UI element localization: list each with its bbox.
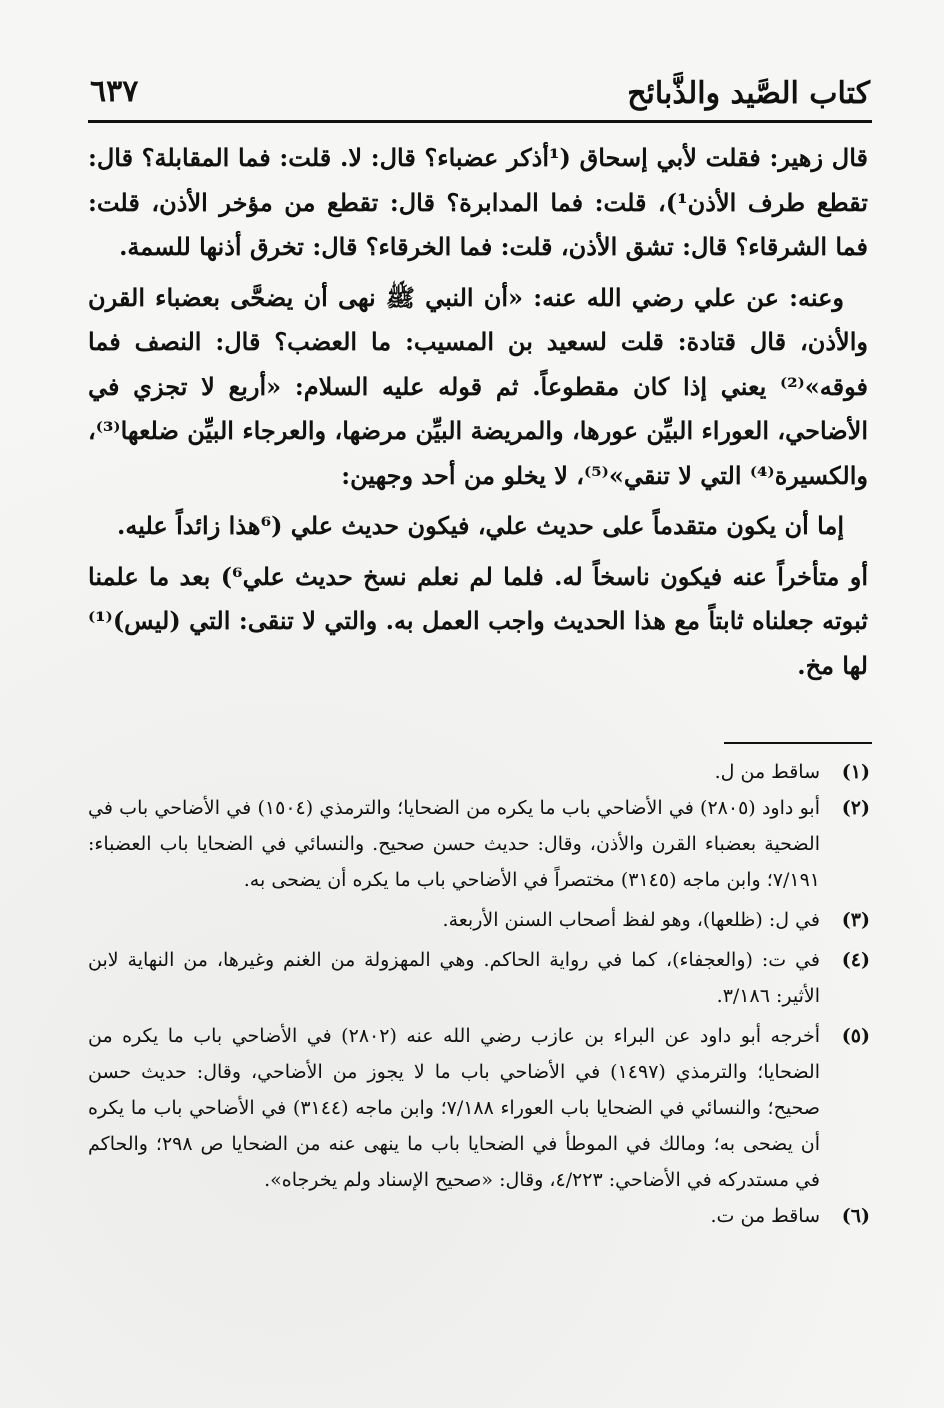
- footnote-number: (٢): [841, 797, 870, 819]
- footnote: [88, 1018, 870, 1198]
- footnote: [88, 754, 870, 790]
- footnote-text: أبو داود (٢٨٠٥) في الأضاحي باب ما يكره من الضحايا؛ والترمذي (١٥٠٤) في الأضاحي باب في الضحية بعضباء القرن والأذن، وقال: حديث حسن صحيح. والنسائي في الضحايا باب العضباء: ٧/١٩١؛ وابن ماجه (٣١٤٥) مختصراً في الأضاحي باب ما يكره أن يضحى به.: [88, 797, 820, 891]
- main-text: [88, 136, 868, 688]
- footnote-number: (١): [841, 761, 870, 783]
- footnote-number: (٦): [841, 1205, 870, 1227]
- body-paragraph: وعنه: عن علي رضي الله عنه: «أن النبي ﷺ نهى أن يضحَّى بعضباء القرن والأذن، قال قتادة: قلت لسعيد بن المسيب: ما العضب؟ قال: النصف فما فوقه»⁽²⁾ يعني إذا كان مقطوعاً. ثم قوله عليه السلام: «أربع لا تجزي في الأضاحي، العوراء البيِّن عورها، والمريضة البيِّن مرضها، والعرجاء البيِّن ضلعها⁽³⁾، والكسيرة⁽⁴⁾ التي لا تنقي»⁽⁵⁾، لا يخلو من أحد وجهين:: [88, 282, 868, 490]
- body-paragraph: قال زهير: فقلت لأبي إسحاق (¹أذكر عضباء؟ قال: لا. قلت: فما المقابلة؟ قال: تقطع طرف الأذن¹)، قلت: فما المدابرة؟ قال: تقطع من مؤخر الأذن، قلت: فما الشرقاء؟ قال: تشق الأذن، قلت: فما الخرقاء؟ قال: تخرق أذنها للسمة.: [88, 143, 868, 261]
- body-paragraph: أو متأخراً عنه فيكون ناسخاً له. فلما لم نعلم نسخ حديث علي⁶) بعد ما علمنا ثبوته جعلناه ثابتاً مع هذا الحديث واجب العمل به. والتي لا تنقى: التي (ليس)⁽¹⁾ لها مخ.: [88, 561, 868, 680]
- footnote: [88, 942, 870, 1014]
- footnote-number: (٤): [841, 949, 870, 971]
- footnote-text: أخرجه أبو داود عن البراء بن عازب رضي الله عنه (٢٨٠٢) في الأضاحي باب ما يكره من الضحايا؛ والترمذي (١٤٩٧) في الأضاحي باب ما لا يجوز من الأضاحي، وقال: حديث حسن صحيح؛ والنسائي في الضحايا باب العوراء ٧/١٨٨؛ وابن ماجه (٣١٤٤) في الأضاحي باب ما يكره أن يضحى به؛ ومالك في الموطأ في الضحايا باب ما ينهى عنه من الضحايا ص ٢٩٨؛ والحاكم في مستدركه في الأضاحي: ٤/٢٢٣، وقال: «صحيح الإسناد ولم يخرجاه».: [88, 1025, 820, 1191]
- footnote: [88, 790, 870, 898]
- footnote-number: (٥): [841, 1025, 870, 1047]
- footnote-text: ساقط من ت.: [710, 1205, 820, 1227]
- page-header: [90, 70, 870, 116]
- footnotes: [88, 754, 870, 1234]
- footnote-number: (٣): [841, 909, 870, 931]
- footnote-text: ساقط من ل.: [714, 761, 820, 783]
- footnote-text: في ت: (والعجفاء)، كما في رواية الحاكم. وهي المهزولة من الغنم وغيرها، من النهاية لابن الأثير: ٣/١٨٦.: [88, 949, 820, 1007]
- page-number: ٦٣٧: [90, 74, 139, 109]
- footnote: [88, 902, 870, 938]
- footnote-separator: [724, 742, 872, 744]
- body-paragraph: إما أن يكون متقدماً على حديث علي، فيكون حديث علي (⁶هذا زائداً عليه.: [117, 511, 844, 540]
- header-rule: [88, 120, 872, 123]
- footnote-text: في ل: (ظلعها)، وهو لفظ أصحاب السنن الأربعة.: [442, 909, 820, 931]
- chapter-title: كتاب الصَّيد والذَّبائح: [627, 76, 870, 111]
- footnote: [88, 1198, 870, 1234]
